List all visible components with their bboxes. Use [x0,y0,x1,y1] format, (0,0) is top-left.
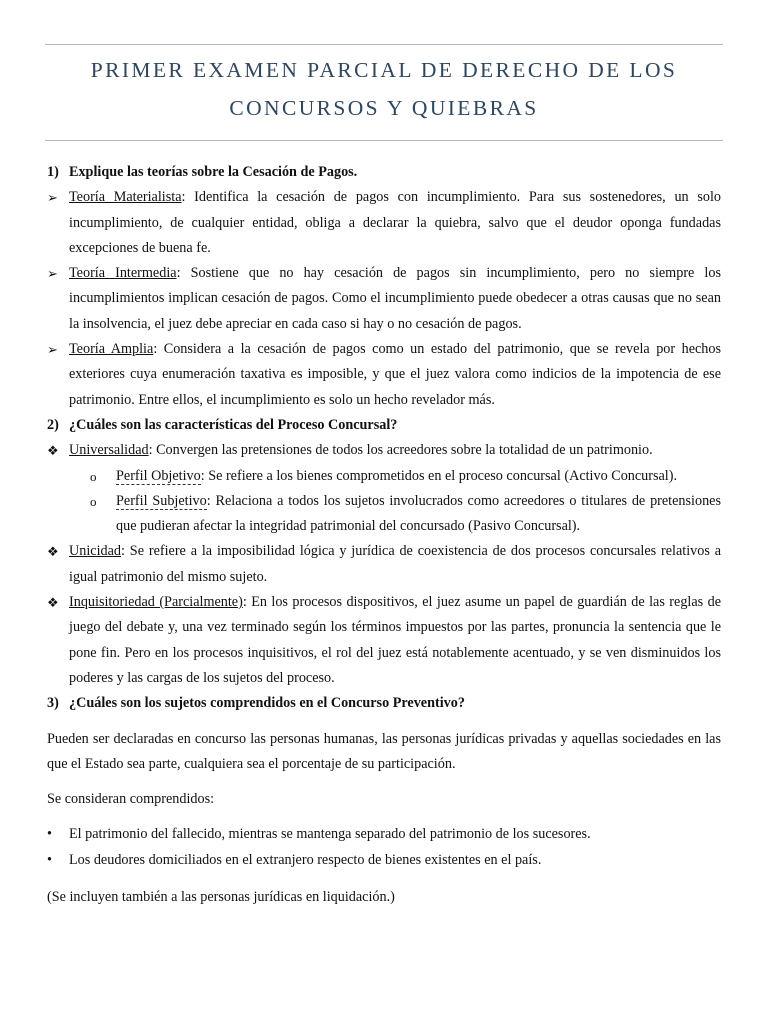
list-item-text: Los deudores domiciliados en el extranjero respecto de bienes existentes en el país. [69,851,542,868]
arrow-bullet-icon: ➢ [47,342,58,358]
definition: : Sostiene que no hay cesación de pagos sin incumplimiento, pero no siempre los incumplimientos implican cesación de pagos. Como el incumplimiento puede obedecer a otras causas que no sean la insolvencia, el juez debe apreciar en cada caso si hay o no cesación de pagos. [69,265,721,332]
arrow-bullet-icon: ➢ [47,190,58,206]
perfil-objetivo [90,464,721,489]
document-title [45,51,723,127]
arrow-bullet-icon: ➢ [47,266,58,282]
question-number: 2) [47,416,59,433]
definition: : Considera a la cesación de pagos como un estado del patrimonio, que se revela por hechos exteriores cuya enumeración taxativa es imposible, y que el juez valora como indicios de la impotencia de ese patrimonio. Entre ellos, el incumplimiento es solo un hecho revelador más. [69,341,721,408]
theory-materialista [47,185,721,261]
paragraph-liquidacion: (Se incluyen también a las personas jurídicas en liquidación.) [47,889,395,906]
dot-bullet-icon: • [47,826,52,843]
term: Universalidad [69,442,149,459]
list-item-text: El patrimonio del fallecido, mientras se mantenga separado del patrimonio de los sucesores. [69,826,591,843]
question-text: ¿Cuáles son las características del Proceso Concursal? [69,416,398,433]
term: Unicidad [69,543,122,560]
question-3 [47,691,721,716]
definition: : Identifica la cesación de pagos con incumplimiento. Para sus sostenedores, un solo incumplimiento, de cualquier entidad, obliga a declarar la quiebra, salvo que el deudor oponga fundadas excepciones de buena fe. [69,189,721,256]
feature-unicidad [47,539,721,590]
term: Perfil Subjetivo [116,492,207,509]
feature-universalidad [47,438,721,463]
bottom-rule [45,140,723,141]
feature-inquisitoriedad [47,590,721,691]
definition: : En los procesos dispositivos, el juez asume un papel de guardián de las reglas de juego del debate y, una vez terminado según los términos impuestos por las partes, pronuncia la sentencia que le pone fin. Pero en los procesos inquisitivos, el rol del juez está notablemente acentuado, y se ven disminuidos los poderes y las cargas de los sujetos del proceso. [69,594,721,686]
question-1 [47,160,721,185]
perfil-subjetivo [90,489,721,540]
diamond-bullet-icon: ❖ [47,595,59,611]
circle-bullet-icon: o [90,468,97,484]
dot-bullet-icon: • [47,851,52,868]
theory-amplia [47,337,721,413]
top-rule [45,44,723,45]
diamond-bullet-icon: ❖ [47,443,59,459]
term: Teoría Amplia [69,341,154,358]
question-text: ¿Cuáles son los sujetos comprendidos en el Concurso Preventivo? [69,695,465,712]
term: Teoría Materialista [69,189,182,206]
document-body [47,160,721,910]
list-item [47,848,721,873]
term: Perfil Objetivo [116,467,201,484]
definition: : Relaciona a todos los sujetos involucrados como acreedores o titulares de pretensiones que pudieran afectar la integridad patrimonial del concursado (Pasivo Concursal). [116,492,721,535]
question-number: 1) [47,164,59,180]
term: Teoría Intermedia [69,265,177,282]
circle-bullet-icon: o [90,493,97,509]
question-number: 3) [47,695,59,712]
title-line-1: PRIMER EXAMEN PARCIAL DE DERECHO DE LOS [90,58,678,82]
definition: : Se refiere a los bienes comprometidos en el proceso concursal (Activo Concursal). [200,467,678,484]
definition: : Se refiere a la imposibilidad lógica y jurídica de coexistencia de dos procesos concursales relativos a igual patrimonio del mismo sujeto. [69,543,721,585]
list-item [47,822,721,847]
theory-intermedia [47,261,721,337]
diamond-bullet-icon: ❖ [47,544,59,560]
paragraph-comprendidos: Se consideran comprendidos: [47,791,215,808]
definition: : Convergen las pretensiones de todos los acreedores sobre la totalidad de un patrimonio. [148,442,653,459]
paragraph-sujetos: Pueden ser declaradas en concurso las personas humanas, las personas jurídicas privadas y aquellas sociedades en las que el Estado sea parte, cualquiera sea el porcentaje de su participación. [47,730,721,772]
question-2 [47,413,721,438]
term: Inquisitoriedad (Parcialmente) [69,594,243,611]
question-text: Explique las teorías sobre la Cesación de Pagos. [69,164,358,180]
title-line-2: CONCURSOS Y QUIEBRAS [229,96,539,120]
